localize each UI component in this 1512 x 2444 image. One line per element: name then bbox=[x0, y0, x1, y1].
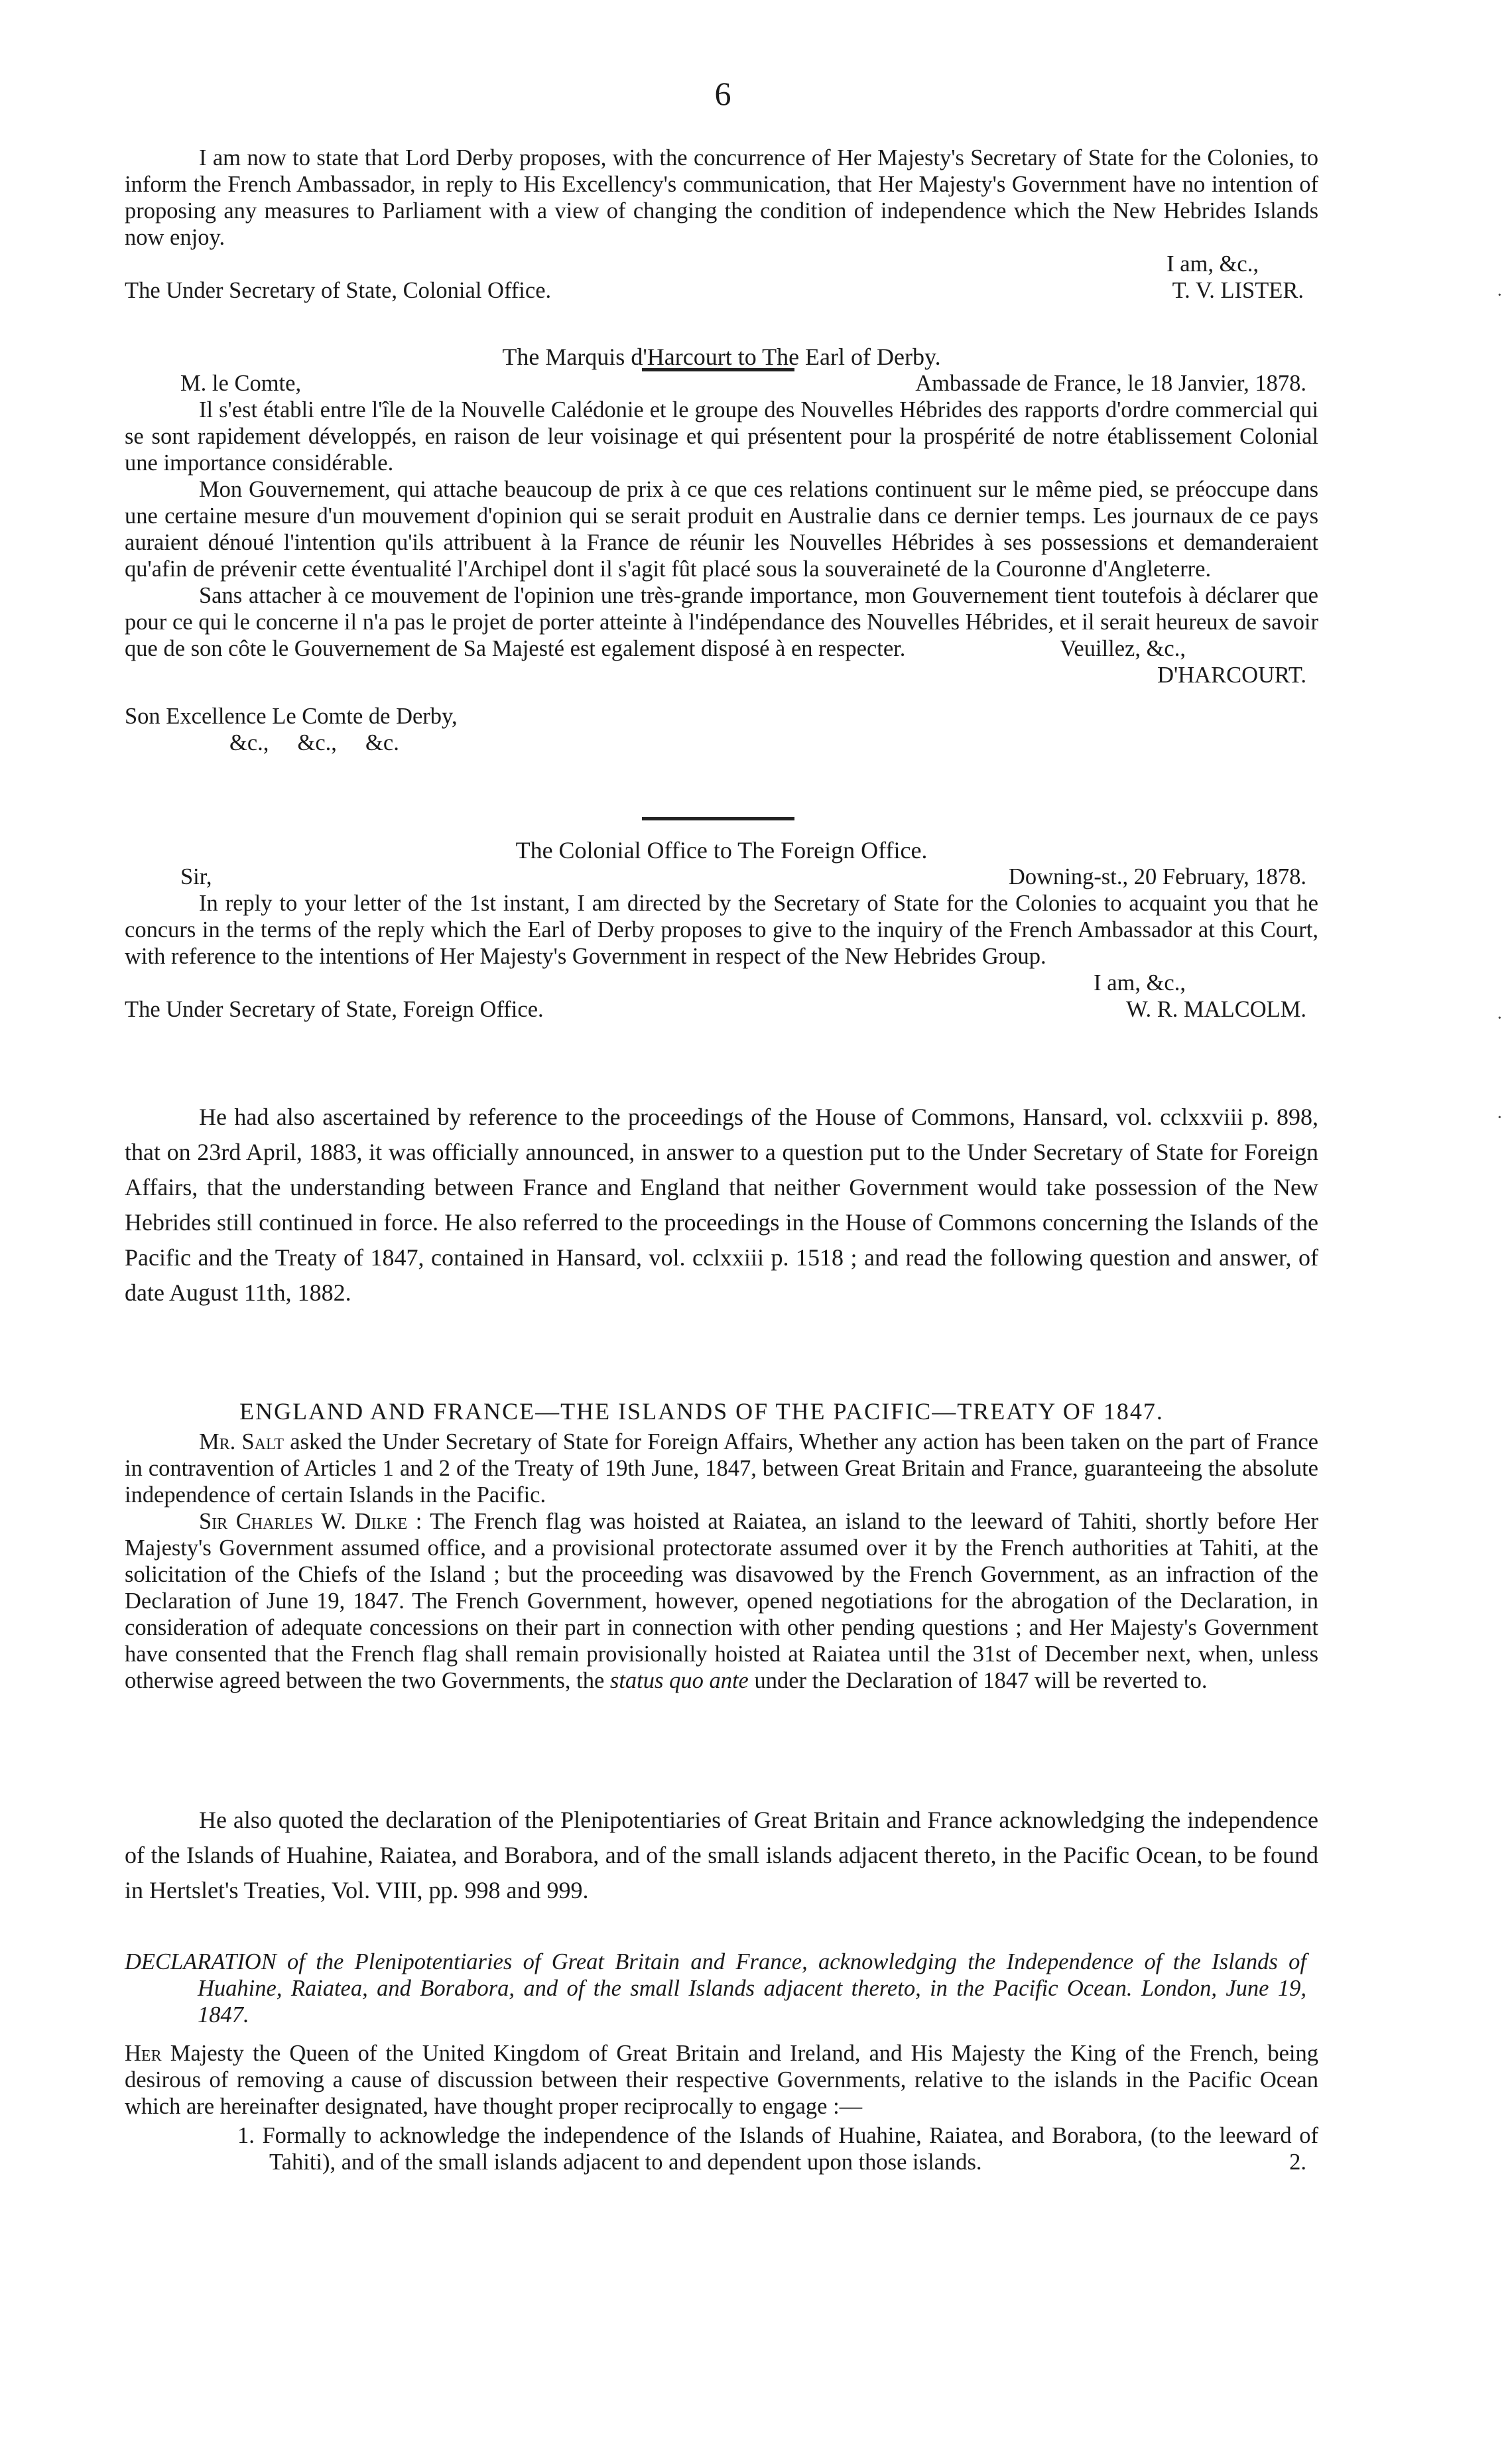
letter-malcolm-place-date: Downing-st., 20 February, 1878. bbox=[1008, 864, 1306, 889]
speaker-name: Sir Charles W. Dilke : bbox=[199, 1509, 422, 1534]
letter-harcourt-paragraph: Mon Gouvernement, qui attache beaucoup de prix à ce que ces relations continuent sur le même pied, se préoccupe dans une certaine mesure d'un mouvement d'opinion qui se serait produit en Australie dans ce dernier temps. Les journaux de ce pays auraient dénoué l'intention qu'ils attribuent à la France de réunir les Nouvelles Hébrides à ses possessions et demanderaient qu'afin de prévenir cette éventualité l'Archipel dont il s'agit fût placé sous la souveraineté de la Couronne d'Angleterre. bbox=[125, 477, 1318, 582]
declaration bbox=[125, 1949, 1318, 2175]
letter-harcourt-place-date: Ambassade de France, le 18 Janvier, 1878. bbox=[915, 371, 1306, 396]
declaration-item-number: 1. bbox=[237, 2123, 255, 2148]
section-heading: ENGLAND AND FRANCE—THE ISLANDS OF THE PACIFIC—TREATY OF 1847. bbox=[239, 1398, 1164, 1425]
quoted-paragraph-text: He also quoted the declaration of the Plenipotentiaries of Great Britain and France acknowledging the independence of the Islands of Huahine, Raiatea, and Borabora, and of the small islands adjacent thereto, in the Pacific Ocean, to be found in Hertslet's Treaties, Vol. VIII, pp. 998 and 999. bbox=[125, 1807, 1318, 1903]
letter-harcourt-paragraph: Sans attacher à ce mouvement de l'opinion une très-grande importance, mon Gouvernement tient toutefois à déclarer que pour ce qui le concerne il n'a pas le projet de porter atteinte à l'indépendance des Nouvelles Hébrides, et il serait heureux de savoir que de son côte le Gouvernement de Sa Majesté est egalement disposé à en respecter. bbox=[125, 583, 1318, 661]
letter-harcourt-salutation: M. le Comte, bbox=[180, 371, 302, 396]
scan-mark: · bbox=[1496, 1108, 1503, 1128]
latin-phrase: status quo ante bbox=[609, 1668, 749, 1693]
hansard-paragraph-text: He had also ascertained by reference to the proceedings of the House of Commons, Hansard, vol. cclxxviii p. 898, that on 23rd April, 1883, it was officially announced, in answer to a question put to the Under Secretary of State for Foreign Affairs, that the understanding between France and England that neither Government would take possession of the New Hebrides still continued in force. He also referred to the proceedings in the House of Commons concerning the Islands of the Pacific and the Treaty of 1847, contained in Hansard, vol. cclxxiii p. 1518 ; and read the following question and answer, of date August 11th, 1882. bbox=[125, 1104, 1318, 1306]
letter-harcourt-signature: D'HARCOURT. bbox=[1157, 663, 1306, 688]
letter-lister-addressee: The Under Secretary of State, Colonial Office. bbox=[125, 278, 552, 303]
dilke-answer-tail: under the Declaration of 1847 will be reverted to. bbox=[754, 1668, 1208, 1693]
letter-malcolm-signature: W. R. MALCOLM. bbox=[1126, 997, 1306, 1022]
quoted-paragraph bbox=[125, 1803, 1318, 1908]
declaration-item-text: Formally to acknowledge the independence of the Islands of Huahine, Raiatea, and Borabora, (to the leeward of Tahiti), and of the small islands adjacent to and dependent upon those islands. bbox=[262, 2123, 1319, 2175]
hansard-paragraph bbox=[125, 1100, 1318, 1311]
letter-harcourt-closing: Veuillez, &c., bbox=[1060, 636, 1186, 661]
letter-lister-body: I am now to state that Lord Derby proposes, with the concurrence of Her Majesty's Secretary of State for the Colonies, to inform the French Ambassador, in reply to His Excellency's communication, that Her Majesty's Government have no intention of proposing any measures to Parliament with a view of changing the condition of independence which the New Hebrides Islands now enjoy. bbox=[125, 145, 1318, 250]
declaration-lead: Her bbox=[125, 2041, 162, 2066]
salt-question: asked the Under Secretary of State for Foreign Affairs, Whether any action has been taken on the part of France in contravention of Articles 1 and 2 of the Treaty of 19th June, 1847, between Great Britain and France, guaranteeing the absolute independence of certain Islands in the Pacific. bbox=[125, 1429, 1318, 1508]
letter-malcolm-body: In reply to your letter of the 1st instant, I am directed by the Secretary of State for the Colonies to acquaint you that he concurs in the terms of the reply which the Earl of Derby proposes to give to the inquiry of the French Ambassador at this Court, with reference to the intentions of Her Majesty's Government in respect of the New Hebrides Group. bbox=[125, 891, 1318, 969]
letter-harcourt-paragraph: Il s'est établi entre l'île de la Nouvelle Calédonie et le groupe des Nouvelles Hébrides des rapports d'ordre commercial qui se sont rapidement développés, en raison de leur voisinage et qui présentent pour la prospérité de notre établissement Colonial une importance considérable. bbox=[125, 397, 1318, 476]
letter-harcourt-title: The Marquis d'Harcourt to The Earl of Derby. bbox=[502, 344, 941, 370]
treaty-section bbox=[125, 1398, 1318, 1694]
letter-malcolm-title: The Colonial Office to The Foreign Office. bbox=[515, 837, 928, 864]
letter-malcolm-salutation: Sir, bbox=[180, 864, 212, 889]
letter-lister-closing: I am, &c., bbox=[1166, 251, 1259, 277]
letter-lister bbox=[125, 145, 1318, 304]
letter-lister-signature: T. V. LISTER. bbox=[1172, 278, 1304, 303]
letter-harcourt-addressee-line2: &c., &c., &c. bbox=[229, 730, 399, 755]
letter-harcourt-addressee: Son Excellence Le Comte de Derby, bbox=[125, 704, 458, 729]
section-divider bbox=[642, 817, 794, 820]
letter-malcolm-closing: I am, &c., bbox=[1094, 970, 1186, 996]
declaration-body: Majesty the Queen of the United Kingdom of Great Britain and Ireland, and His Majesty the King of the French, being desirous of removing a cause of discussion between their respective Governments, relative to the islands in the Pacific Ocean which are hereinafter designated, have thought proper reciprocally to engage :— bbox=[125, 2041, 1319, 2119]
catchword: 2. bbox=[1289, 2150, 1306, 2175]
declaration-title: DECLARATION of the Plenipotentiaries of Great Britain and France, acknowledging the Independence of the Islands of Huahine, Raiatea, and Borabora, and of the small Islands adjacent thereto, in the Pacific Ocean. London, June 19, 1847. bbox=[125, 1949, 1306, 2027]
letter-malcolm bbox=[125, 837, 1318, 1023]
scan-mark: · bbox=[1496, 285, 1503, 306]
page-number: 6 bbox=[714, 75, 731, 112]
letter-malcolm-addressee: The Under Secretary of State, Foreign Office. bbox=[125, 997, 544, 1022]
speaker-name: Mr. Salt bbox=[199, 1429, 284, 1454]
letter-harcourt bbox=[125, 344, 1318, 756]
scan-mark: · bbox=[1496, 1008, 1503, 1029]
dilke-answer: The French flag was hoisted at Raiatea, an island to the leeward of Tahiti, shortly before Her Majesty's Government assumed office, and a provisional protectorate assumed over it by the French authorities at Tahiti, at the solicitation of the Chiefs of the Island ; but the proceeding was disavowed by the French Government, as an infraction of the Declaration of June 19, 1847. The French Government, however, opened negotiations for the abrogation of the Declaration, in consideration of adequate concessions on their part in connection with other pending questions ; and Her Majesty's Government have consented that the French flag shall remain provisionally hoisted at Raiatea until the 31st of December next, when, unless otherwise agreed between the two Governments, the bbox=[125, 1509, 1318, 1693]
